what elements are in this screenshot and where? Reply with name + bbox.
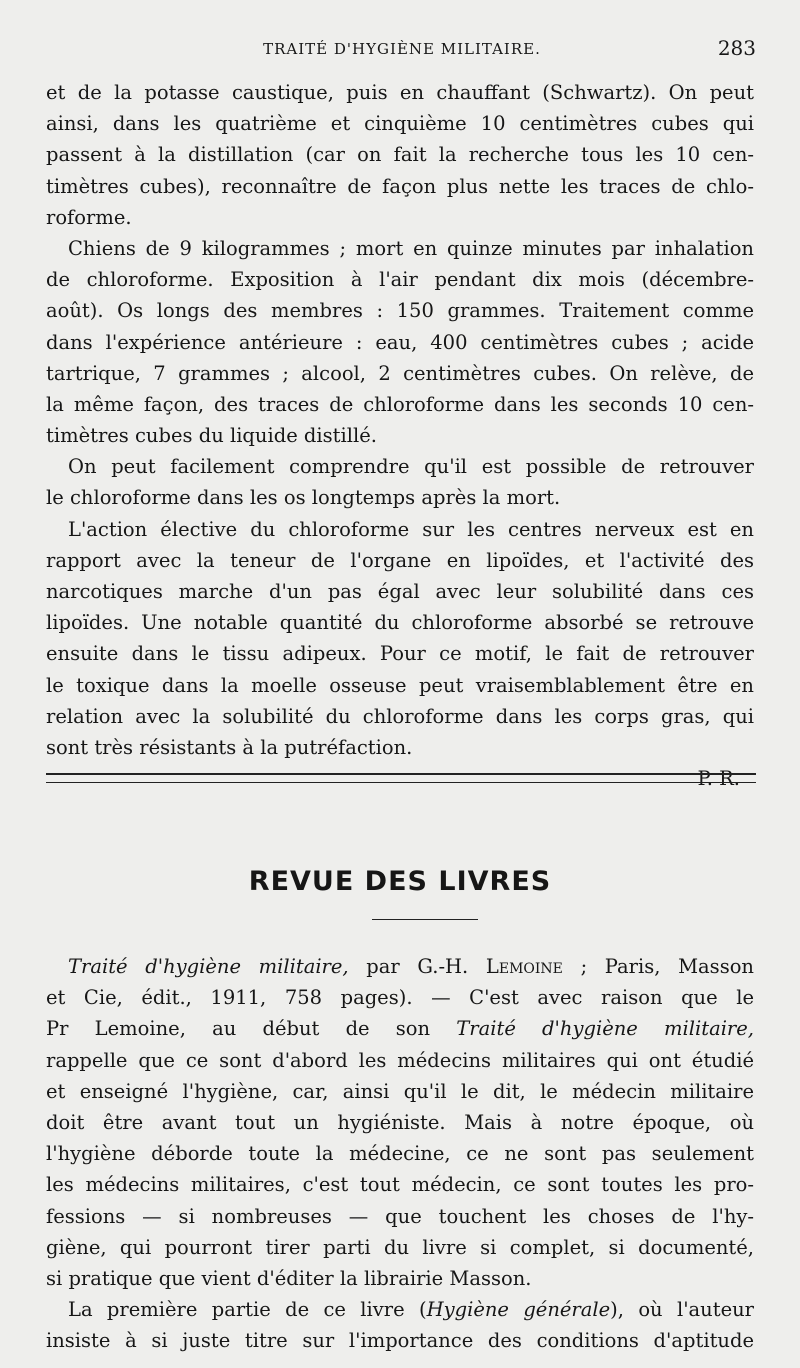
review-body <box>46 951 754 1356</box>
text-line: timètres cubes), reconnaître de façon plus nette les traces de chlo- <box>46 174 754 198</box>
text-line: Pr Lemoine, au début de son Traité d'hygiène militaire, <box>46 1017 754 1041</box>
text-line: fessions — si nombreuses — que touchent les choses de l'hy- <box>46 1204 754 1228</box>
author-name: Lemoine <box>485 955 563 978</box>
article-body <box>46 77 754 794</box>
text-line: narcotiques marche d'un pas égal avec leur solubilité dans ces <box>46 580 754 603</box>
text-line: si pratique que vient d'éditer la librairie Masson. <box>46 1266 532 1290</box>
section-title: REVUE DES LIVRES <box>248 866 552 897</box>
text-line: Chiens de 9 kilogrammes ; mort en quinze minutes par inhalation <box>68 236 754 260</box>
text-line: passent à la distillation (car on fait la recherche tous les 10 cen- <box>46 143 754 167</box>
running-title: TRAITÉ D'HYGIÈNE MILITAIRE. <box>263 40 541 58</box>
text-line: rappelle que ce sont d'abord les médecins militaires qui ont étudié <box>46 1048 754 1072</box>
page-number: 283 <box>717 36 756 60</box>
text-line: le toxique dans la moelle osseuse peut vraisemblablement être en <box>46 673 754 697</box>
text-line: et de la potasse caustique, puis en chauffant (Schwartz). On peut <box>46 81 754 104</box>
text-line: sont très résistants à la putréfaction. <box>46 735 413 759</box>
signature: P. R. <box>697 767 740 791</box>
text-line: de chloroforme. Exposition à l'air pendant dix mois (décembre- <box>46 268 754 292</box>
book-title: Traité d'hygiène militaire, <box>68 955 349 978</box>
text-line: Traité d'hygiène militaire, par G.-H. Lemoine ; Paris, Masson <box>68 955 754 978</box>
text-line: ainsi, dans les quatrième et cinquième 10 centimètres cubes qui <box>46 112 754 136</box>
text-line: roforme. <box>46 205 132 229</box>
text-line: et enseigné l'hygiène, car, ainsi qu'il le dit, le médecin militaire <box>46 1079 754 1103</box>
text-line: le chloroforme dans les os longtemps après la mort. <box>46 486 561 510</box>
book-title: Traité d'hygiène militaire, <box>456 1017 754 1041</box>
text-line: l'hygiène déborde toute la médecine, ce ne sont pas seulement <box>46 1142 754 1166</box>
text-line: La première partie de ce livre (Hygiène générale), où l'auteur <box>68 1298 754 1322</box>
text-line: dans l'expérience antérieure : eau, 400 centimètres cubes ; acide <box>46 330 754 354</box>
title-underline <box>372 919 478 920</box>
text-line: lipoïdes. Une notable quantité du chloroforme absorbé se retrouve <box>46 611 754 635</box>
running-header <box>48 34 756 64</box>
text-line: giène, qui pourront tirer parti du livre si complet, si documenté, <box>46 1235 754 1259</box>
text-line: L'action élective du chloroforme sur les centres nerveux est en <box>68 517 754 541</box>
double-rule-divider <box>46 773 756 783</box>
text-line: doit être avant tout un hygiéniste. Mais à notre époque, où <box>46 1110 754 1134</box>
text-line: relation avec la solubilité du chloroforme dans les corps gras, qui <box>46 704 754 728</box>
text-line: ensuite dans le tissu adipeux. Pour ce motif, le fait de retrouver <box>46 642 754 666</box>
text-line: août). Os longs des membres : 150 grammes. Traitement comme <box>46 299 754 323</box>
text-line: insiste à si juste titre sur l'importance des conditions d'aptitude <box>46 1329 754 1353</box>
text-line: et Cie, édit., 1911, 758 pages). — C'est avec raison que le <box>46 986 754 1010</box>
text-line: On peut facilement comprendre qu'il est possible de retrouver <box>68 455 754 479</box>
text-line: rapport avec la teneur de l'organe en lipoïdes, et l'activité des <box>46 548 754 572</box>
part-title: Hygiène générale <box>426 1298 611 1322</box>
text-line: les médecins militaires, c'est tout médecin, ce sont toutes les pro- <box>46 1173 754 1197</box>
text-line: timètres cubes du liquide distillé. <box>46 424 377 448</box>
text-line: la même façon, des traces de chloroforme dans les seconds 10 cen- <box>46 392 754 416</box>
text-line: tartrique, 7 grammes ; alcool, 2 centimètres cubes. On relève, de <box>46 361 754 385</box>
